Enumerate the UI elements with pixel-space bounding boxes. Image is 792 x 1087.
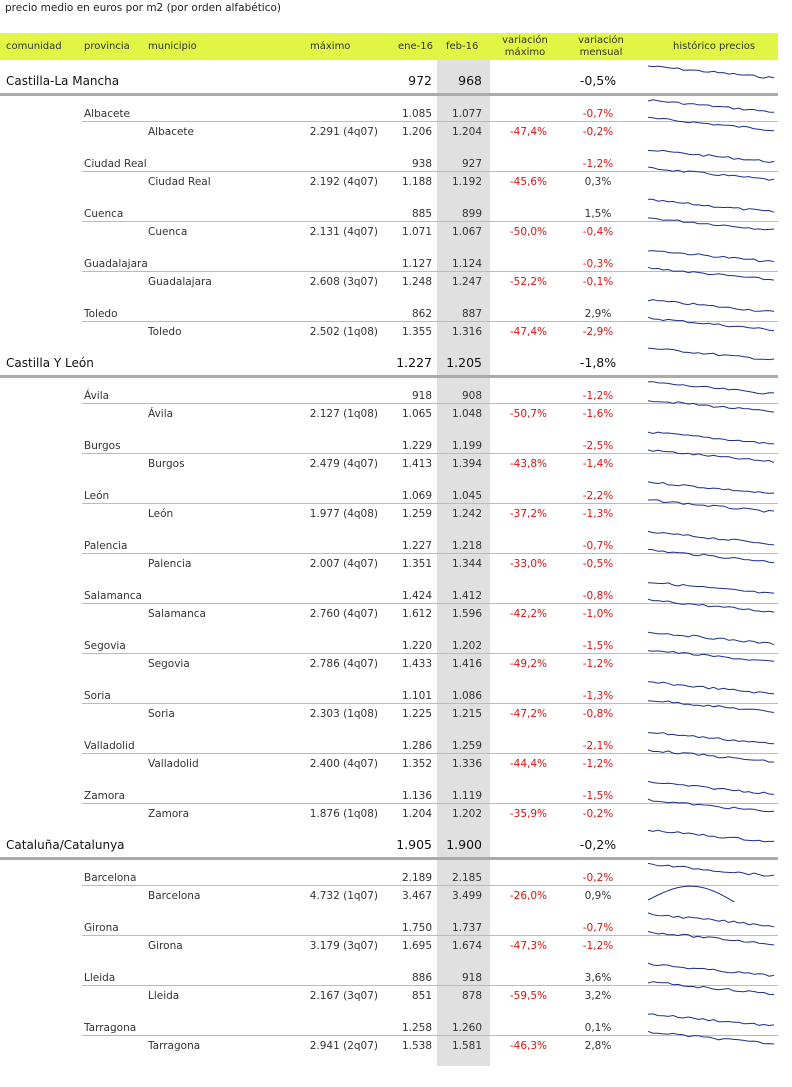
municipio-row — [0, 806, 778, 822]
sparkline-trend-line — [648, 733, 774, 744]
sparkline-trend-line — [648, 482, 774, 494]
ene-value: 1.352 — [401, 758, 432, 770]
header-provincia: provincia — [84, 41, 130, 52]
variacion-mensual-value: -1,3% — [582, 508, 614, 520]
feb-value: 1.204 — [451, 126, 482, 138]
comunidad-divider — [0, 857, 778, 860]
variacion-mensual-value: -0,2% — [582, 126, 614, 138]
ene-value: 1.227 — [396, 355, 432, 370]
sparkline-trend-line — [648, 382, 774, 394]
ene-value: 1.355 — [401, 326, 432, 338]
maximo-value: 2.502 (1q08) — [309, 326, 378, 338]
ene-value: 1.750 — [401, 922, 432, 934]
historico-sparkline — [645, 648, 777, 670]
variacion-maximo-value: -52,2% — [509, 276, 547, 288]
variacion-maximo-value: -47,4% — [509, 326, 547, 338]
ene-value: 1.101 — [401, 690, 432, 702]
provincia-name: Palencia — [84, 540, 128, 552]
variacion-maximo-value: -33,0% — [509, 558, 547, 570]
municipio-name: Guadalajara — [148, 276, 212, 288]
variacion-mensual-value: 0,3% — [584, 176, 612, 188]
maximo-value: 2.786 (4q07) — [309, 658, 378, 670]
sparkline-trend-line — [648, 531, 774, 545]
variacion-mensual-value: -0,2% — [579, 837, 617, 852]
municipio-name: Cuenca — [148, 226, 188, 238]
variacion-maximo-value: -47,2% — [509, 708, 547, 720]
provincia-name: Guadalajara — [84, 258, 148, 270]
municipio-name: Lleida — [148, 990, 180, 1002]
variacion-maximo-value: -35,9% — [509, 808, 547, 820]
sparkline-trend-line — [648, 963, 774, 976]
header-variacion-mensual — [570, 35, 632, 59]
feb-value: 1.192 — [451, 176, 482, 188]
variacion-maximo-value: -46,3% — [509, 1040, 547, 1052]
maximo-value: 2.941 (2q07) — [309, 1040, 378, 1052]
sparkline-trend-line — [648, 799, 774, 812]
header-comunidad: comunidad — [6, 41, 62, 52]
feb-value: 1.581 — [451, 1040, 482, 1052]
sparkline-trend-line — [648, 583, 774, 594]
page-subtitle: precio medio en euros por m2 (por orden alfabético) — [5, 2, 282, 14]
feb-value: 899 — [461, 208, 482, 220]
historico-sparkline — [645, 748, 777, 770]
sparkline-trend-line — [648, 1031, 774, 1044]
municipio-name: Albacete — [148, 126, 195, 138]
municipio-row — [0, 556, 778, 572]
feb-value: 1.596 — [451, 608, 482, 620]
feb-value: 1.077 — [451, 108, 482, 120]
sparkline-trend-line — [648, 199, 774, 212]
header-variacion-mensual-line2: mensual — [579, 47, 623, 58]
variacion-mensual-value: -1,2% — [582, 390, 614, 402]
ene-value: 851 — [411, 990, 432, 1002]
provincia-name: Segovia — [84, 640, 126, 652]
sparkline-trend-line — [648, 632, 774, 645]
variacion-mensual-value: -0,7% — [582, 922, 614, 934]
municipio-row — [0, 756, 778, 772]
feb-value: 1.119 — [451, 790, 482, 802]
sparkline-trend-line — [648, 348, 774, 360]
provincia-name: Ciudad Real — [84, 158, 147, 170]
feb-value: 1.048 — [451, 408, 482, 420]
municipio-name: Segovia — [148, 658, 190, 670]
municipio-row — [0, 174, 778, 190]
provincia-name: Girona — [84, 922, 119, 934]
sparkline-trend-line — [648, 150, 774, 162]
feb-value: 1.202 — [451, 640, 482, 652]
maximo-value: 1.876 (1q08) — [309, 808, 378, 820]
variacion-mensual-value: 0,9% — [584, 890, 612, 902]
municipio-row — [0, 274, 778, 290]
feb-value: 908 — [461, 390, 482, 402]
municipio-row — [0, 124, 778, 140]
feb-value: 927 — [461, 158, 482, 170]
sparkline-trend-line — [648, 401, 774, 412]
historico-sparkline — [645, 828, 777, 854]
ene-value: 1.085 — [401, 108, 432, 120]
ene-value: 1.065 — [401, 408, 432, 420]
sparkline-trend-line — [648, 66, 774, 78]
maximo-value: 2.131 (4q07) — [309, 226, 378, 238]
provincia-name: Toledo — [84, 308, 118, 320]
municipio-row — [0, 1038, 778, 1054]
feb-value: 1.394 — [451, 458, 482, 470]
variacion-mensual-value: -0,3% — [582, 258, 614, 270]
ene-value: 1.204 — [401, 808, 432, 820]
feb-value: 1.336 — [451, 758, 482, 770]
variacion-mensual-value: -0,1% — [582, 276, 614, 288]
comunidad-divider — [0, 93, 778, 96]
variacion-maximo-value: -50,0% — [509, 226, 547, 238]
variacion-mensual-value: -0,8% — [582, 590, 614, 602]
provincia-name: León — [84, 490, 110, 502]
variacion-mensual-value: -1,6% — [582, 408, 614, 420]
ene-value: 1.424 — [401, 590, 432, 602]
municipio-name: Soria — [148, 708, 175, 720]
variacion-mensual-value: 3,2% — [584, 990, 612, 1002]
ene-value: 1.695 — [401, 940, 432, 952]
municipio-name: Valladolid — [148, 758, 199, 770]
feb-value: 968 — [458, 73, 482, 88]
municipio-name: Ávila — [148, 408, 174, 420]
ene-value: 1.259 — [401, 508, 432, 520]
ene-value: 1.227 — [401, 540, 432, 552]
variacion-mensual-value: -0,4% — [582, 226, 614, 238]
ene-value: 1.433 — [401, 658, 432, 670]
provincia-name: Lleida — [84, 972, 116, 984]
municipio-row — [0, 938, 778, 954]
ene-value: 972 — [408, 73, 432, 88]
feb-value: 1.412 — [451, 590, 482, 602]
variacion-mensual-value: -1,2% — [582, 758, 614, 770]
maximo-value: 2.192 (4q07) — [309, 176, 378, 188]
sparkline-trend-line — [648, 913, 774, 927]
municipio-name: Burgos — [148, 458, 185, 470]
sparkline-trend-line — [648, 886, 774, 902]
ene-value: 1.351 — [401, 558, 432, 570]
ene-value: 1.220 — [401, 640, 432, 652]
sparkline-trend-line — [648, 432, 774, 444]
header-ene: ene-16 — [398, 41, 433, 52]
ene-value: 1.905 — [396, 837, 432, 852]
municipio-name: Palencia — [148, 558, 192, 570]
provincia-name: Tarragona — [84, 1022, 137, 1034]
variacion-mensual-value: -1,4% — [582, 458, 614, 470]
variacion-mensual-value: -1,2% — [582, 158, 614, 170]
maximo-value: 3.179 (3q07) — [309, 940, 378, 952]
variacion-mensual-value: -2,1% — [582, 740, 614, 752]
historico-sparkline — [645, 216, 777, 238]
feb-value: 1.247 — [451, 276, 482, 288]
variacion-maximo-value: -26,0% — [509, 890, 547, 902]
provincia-name: Burgos — [84, 440, 121, 452]
variacion-maximo-value: -45,6% — [509, 176, 547, 188]
feb-value: 1.199 — [451, 440, 482, 452]
variacion-maximo-value: -47,4% — [509, 126, 547, 138]
municipio-row — [0, 606, 778, 622]
historico-sparkline — [645, 398, 777, 420]
feb-value: 1.416 — [451, 658, 482, 670]
maximo-value: 2.167 (3q07) — [309, 990, 378, 1002]
feb-value: 918 — [461, 972, 482, 984]
table-header — [0, 33, 778, 60]
historico-sparkline — [645, 498, 777, 520]
ene-value: 938 — [411, 158, 432, 170]
ene-value: 1.248 — [401, 276, 432, 288]
comunidad-row — [0, 352, 778, 374]
historico-sparkline — [645, 448, 777, 470]
provincia-name: Barcelona — [84, 872, 137, 884]
ene-value: 1.188 — [401, 176, 432, 188]
variacion-mensual-value: 2,9% — [584, 308, 612, 320]
sparkline-trend-line — [648, 117, 774, 131]
sparkline-trend-line — [648, 781, 774, 794]
comunidad-name: Castilla Y León — [6, 356, 94, 370]
ene-value: 2.189 — [401, 872, 432, 884]
variacion-mensual-value: -0,5% — [579, 73, 617, 88]
ene-value: 862 — [411, 308, 432, 320]
historico-sparkline — [645, 316, 777, 338]
feb-value: 1.674 — [451, 940, 482, 952]
variacion-mensual-value: -1,8% — [579, 355, 617, 370]
maximo-value: 2.007 (4q07) — [309, 558, 378, 570]
ene-value: 1.071 — [401, 226, 432, 238]
historico-sparkline — [645, 346, 777, 372]
sparkline-trend-line — [648, 1014, 774, 1026]
sparkline-trend-line — [648, 167, 774, 180]
feb-value: 1.900 — [446, 837, 482, 852]
historico-sparkline — [645, 880, 777, 902]
sparkline-trend-line — [648, 599, 774, 612]
variacion-mensual-value: -1,2% — [582, 940, 614, 952]
sparkline-trend-line — [648, 218, 774, 230]
feb-value: 1.124 — [451, 258, 482, 270]
historico-sparkline — [645, 64, 777, 90]
ene-value: 1.258 — [401, 1022, 432, 1034]
variacion-mensual-value: -0,7% — [582, 108, 614, 120]
sparkline-trend-line — [648, 251, 774, 262]
municipio-row — [0, 988, 778, 1004]
variacion-maximo-value: -42,2% — [509, 608, 547, 620]
municipio-name: Barcelona — [148, 890, 201, 902]
historico-sparkline — [645, 980, 777, 1002]
variacion-mensual-value: -0,2% — [582, 872, 614, 884]
feb-value: 1.344 — [451, 558, 482, 570]
feb-value: 1.259 — [451, 740, 482, 752]
variacion-mensual-value: 1,5% — [584, 208, 612, 220]
ene-value: 1.136 — [401, 790, 432, 802]
municipio-row — [0, 656, 778, 672]
variacion-maximo-value: -59,5% — [509, 990, 547, 1002]
ene-value: 1.286 — [401, 740, 432, 752]
variacion-mensual-value: -0,8% — [582, 708, 614, 720]
ene-value: 1.229 — [401, 440, 432, 452]
maximo-value: 2.291 (4q07) — [309, 126, 378, 138]
sparkline-trend-line — [648, 317, 774, 330]
sparkline-trend-line — [648, 267, 774, 280]
historico-sparkline — [645, 548, 777, 570]
feb-value: 1.215 — [451, 708, 482, 720]
comunidad-row — [0, 834, 778, 856]
municipio-name: León — [148, 508, 174, 520]
ene-value: 1.225 — [401, 708, 432, 720]
sparkline-trend-line — [648, 100, 774, 113]
variacion-mensual-value: -1,3% — [582, 690, 614, 702]
municipio-row — [0, 506, 778, 522]
municipio-row — [0, 888, 778, 904]
comunidad-name: Castilla-La Mancha — [6, 74, 120, 88]
ene-value: 885 — [411, 208, 432, 220]
variacion-maximo-value: -50,7% — [509, 408, 547, 420]
ene-value: 3.467 — [401, 890, 432, 902]
ene-value: 1.069 — [401, 490, 432, 502]
maximo-value: 2.608 (3q07) — [309, 276, 378, 288]
provincia-name: Cuenca — [84, 208, 124, 220]
ene-value: 918 — [411, 390, 432, 402]
header-variacion-maximo-line2: máximo — [504, 47, 546, 58]
feb-value: 1.067 — [451, 226, 482, 238]
historico-sparkline — [645, 698, 777, 720]
ene-value: 1.413 — [401, 458, 432, 470]
variacion-mensual-value: 0,1% — [584, 1022, 612, 1034]
provincia-name: Valladolid — [84, 740, 135, 752]
ene-value: 886 — [411, 972, 432, 984]
historico-sparkline — [645, 1030, 777, 1052]
municipio-name: Ciudad Real — [148, 176, 211, 188]
historico-sparkline — [645, 116, 777, 138]
feb-value: 2.185 — [451, 872, 482, 884]
maximo-value: 2.400 (4q07) — [309, 758, 378, 770]
maximo-value: 4.732 (1q07) — [309, 890, 378, 902]
variacion-mensual-value: 2,8% — [584, 1040, 612, 1052]
feb-value: 3.499 — [451, 890, 482, 902]
comunidad-name: Cataluña/Catalunya — [6, 838, 125, 852]
feb-value: 1.242 — [451, 508, 482, 520]
sparkline-trend-line — [648, 932, 774, 946]
provincia-name: Salamanca — [84, 590, 142, 602]
sparkline-trend-line — [648, 863, 774, 876]
sparkline-trend-line — [648, 830, 774, 842]
variacion-maximo-value: -44,4% — [509, 758, 547, 770]
historico-sparkline — [645, 798, 777, 820]
municipio-row — [0, 706, 778, 722]
ene-value: 1.127 — [401, 258, 432, 270]
header-variacion-maximo — [494, 35, 556, 59]
feb-value: 887 — [461, 308, 482, 320]
variacion-mensual-value: -2,9% — [582, 326, 614, 338]
variacion-mensual-value: -0,2% — [582, 808, 614, 820]
header-municipio: municipio — [148, 41, 197, 52]
sparkline-trend-line — [648, 500, 774, 512]
sparkline-trend-line — [648, 651, 774, 662]
municipio-name: Zamora — [148, 808, 190, 820]
historico-sparkline — [645, 266, 777, 288]
variacion-mensual-value: -2,2% — [582, 490, 614, 502]
header-maximo: máximo — [310, 41, 351, 52]
municipio-row — [0, 406, 778, 422]
variacion-mensual-value: -1,0% — [582, 608, 614, 620]
historico-sparkline — [645, 598, 777, 620]
municipio-row — [0, 324, 778, 340]
feb-value: 878 — [461, 990, 482, 1002]
sparkline-trend-line — [648, 450, 774, 463]
municipio-name: Salamanca — [148, 608, 206, 620]
ene-value: 1.612 — [401, 608, 432, 620]
sparkline-trend-line — [648, 682, 774, 694]
variacion-mensual-value: -0,7% — [582, 540, 614, 552]
historico-sparkline — [645, 166, 777, 188]
sparkline-trend-line — [648, 701, 774, 713]
feb-value: 1.205 — [446, 355, 482, 370]
maximo-value: 2.760 (4q07) — [309, 608, 378, 620]
variacion-maximo-value: -37,2% — [509, 508, 547, 520]
header-variacion-mensual-line1: variación — [578, 35, 624, 46]
municipio-row — [0, 224, 778, 240]
header-variacion-maximo-line1: variación — [502, 35, 548, 46]
provincia-name: Soria — [84, 690, 111, 702]
provincia-name: Albacete — [84, 108, 131, 120]
sparkline-trend-line — [648, 750, 774, 762]
variacion-maximo-value: -49,2% — [509, 658, 547, 670]
feb-value: 1.086 — [451, 690, 482, 702]
maximo-value: 2.127 (1q08) — [309, 408, 378, 420]
variacion-mensual-value: -0,5% — [582, 558, 614, 570]
sparkline-trend-line — [648, 549, 774, 562]
provincia-name: Zamora — [84, 790, 126, 802]
variacion-mensual-value: 3,6% — [584, 972, 612, 984]
ene-value: 1.538 — [401, 1040, 432, 1052]
ene-value: 1.206 — [401, 126, 432, 138]
feb-value: 1.316 — [451, 326, 482, 338]
provincia-name: Ávila — [84, 390, 110, 402]
maximo-value: 1.977 (4q08) — [309, 508, 378, 520]
maximo-value: 2.303 (1q08) — [309, 708, 378, 720]
municipio-name: Toledo — [148, 326, 182, 338]
variacion-mensual-value: -1,2% — [582, 658, 614, 670]
comunidad-divider — [0, 375, 778, 378]
variacion-maximo-value: -47,3% — [509, 940, 547, 952]
sparkline-trend-line — [648, 982, 774, 995]
municipio-row — [0, 456, 778, 472]
variacion-mensual-value: -1,5% — [582, 790, 614, 802]
header-feb: feb-16 — [446, 41, 479, 52]
feb-value: 1.202 — [451, 808, 482, 820]
feb-value: 1.260 — [451, 1022, 482, 1034]
maximo-value: 2.479 (4q07) — [309, 458, 378, 470]
feb-value: 1.737 — [451, 922, 482, 934]
municipio-name: Girona — [148, 940, 183, 952]
feb-value: 1.218 — [451, 540, 482, 552]
variacion-mensual-value: -2,5% — [582, 440, 614, 452]
historico-sparkline — [645, 930, 777, 952]
sparkline-trend-line — [648, 300, 774, 312]
header-historico: histórico precios — [673, 41, 756, 52]
variacion-mensual-value: -1,5% — [582, 640, 614, 652]
comunidad-row — [0, 70, 778, 92]
variacion-maximo-value: -43,8% — [509, 458, 547, 470]
feb-value: 1.045 — [451, 490, 482, 502]
municipio-name: Tarragona — [148, 1040, 201, 1052]
